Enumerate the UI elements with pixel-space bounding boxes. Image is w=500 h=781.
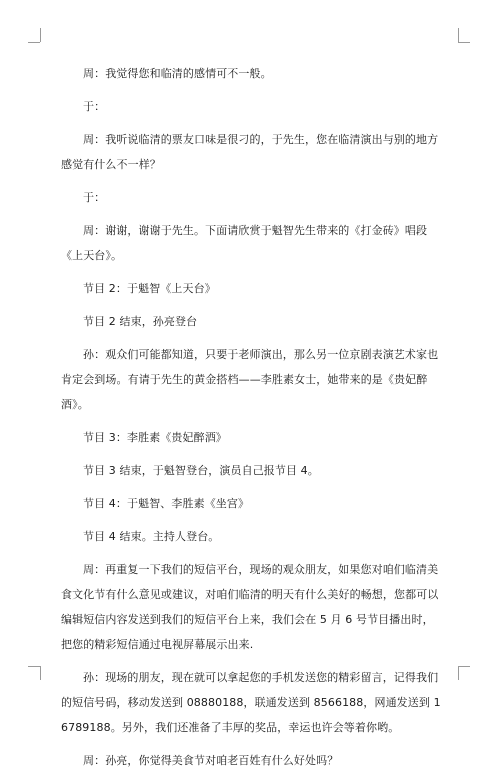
paragraph: 周：再重复一下我们的短信平台，现场的观众朋友，如果您对咱们临清美食文化节有什么意见或建议，对咱们临清的明天有什么美好的畅想，您都可以编辑短信内容发送到我们的短信平台上来，我们会在 5 月 6 号节目播出时，把您的精彩短信通过电视屏幕展示出来.: [61, 563, 439, 651]
paragraph: 孙：观众们可能都知道，只要于老师演出，那么另一位京剧表演艺术家也肯定会到场。有请于先生的黄金搭档——李胜素女士，她带来的是《贵妃醉酒》。: [61, 348, 439, 411]
paragraph: 周：我觉得您和临清的感情可不一般。: [83, 67, 272, 80]
paragraph: 节目 2 结束，孙亮登台: [83, 315, 198, 328]
paragraph: 周：孙亮，你觉得美食节对咱老百姓有什么好处吗？: [83, 754, 339, 767]
paragraph: 孙：现场的朋友，现在就可以拿起您的手机发送您的精彩留言，记得我们的短信号码，移动发送到 08880188，联通发送到 8566188，网通发送到 16789188。另外，我们还准备了丰厚的奖品，幸运也许会等着你哟。: [61, 671, 441, 734]
paragraph: 于：: [83, 191, 106, 204]
paragraph: 节目 2：于魁智《上天台》: [83, 282, 216, 295]
paragraph: 节目 3 结束，于魁智登台，演员自己报节目 4。: [83, 464, 319, 477]
paragraph: 节目 4 结束。主持人登台。: [83, 530, 220, 543]
paragraph: 周：谢谢，谢谢于先生。下面请欣赏于魁智先生带来的《打金砖》唱段《上天台》。: [61, 224, 428, 262]
document-body: [61, 61, 441, 781]
paragraph: 节目 3：李胜素《贵妃醉酒》: [83, 431, 227, 444]
paragraph: 于：: [83, 100, 106, 113]
paragraph: 节目 4：于魁智、李胜素《坐宫》: [83, 497, 250, 510]
paragraph: 周：我听说临清的票友口味是很刁的，于先生，您在临清演出与别的地方感觉有什么不一样？: [61, 133, 439, 171]
